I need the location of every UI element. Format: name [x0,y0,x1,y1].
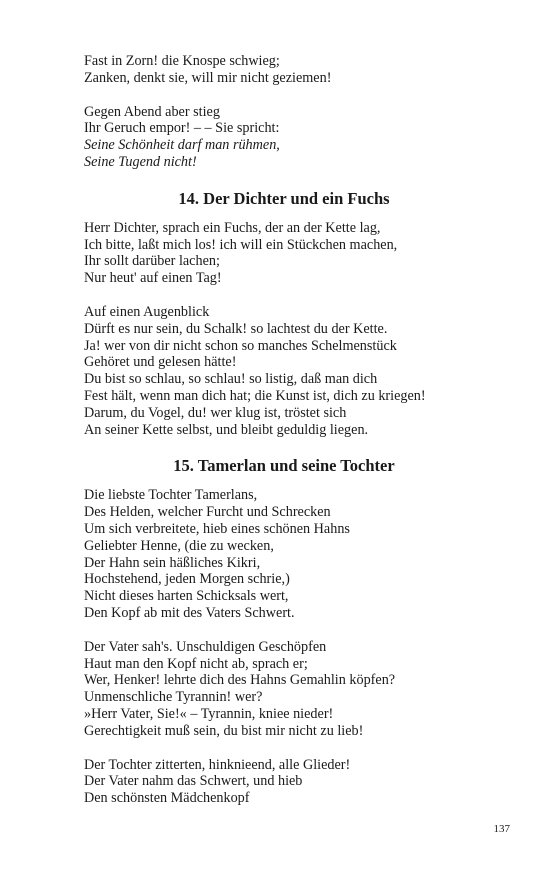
poem-15-stanza-3 [84,757,484,807]
verse-line: Wer, Henker! lehrte dich des Hahns Gemahlin köpfen? [84,672,396,689]
stanza-gap [84,740,484,757]
verse-line: Der Vater nahm das Schwert, und hieb [84,773,303,790]
verse-line: Nur heut' auf einen Tag! [84,270,222,287]
poem-14-title: 14. Der Dichter und ein Fuchs [178,188,390,208]
stanza-gap [84,622,484,639]
page-number: 137 [493,823,510,835]
verse-line: Gehöret und gelesen hätte! [84,354,237,371]
verse-line: Ich bitte, laßt mich los! ich will ein Stückchen machen, [84,236,398,253]
stanza-gap [84,287,484,304]
verse-line: Gerechtigkeit muß sein, du bist mir nicht zu lieb! [84,722,364,739]
verse-line: Die liebste Tochter Tamerlans, [84,487,258,504]
verse-line: Ihr sollt darüber lachen; [84,253,220,270]
verse-line: Fast in Zorn! die Knospe schwieg; [84,53,280,69]
section-gap [84,171,484,189]
poem-14-stanza-1 [84,220,484,287]
poem-15-stanza-1 [84,487,484,621]
verse-line: Herr Dichter, sprach ein Fuchs, der an der Kette lag, [84,219,381,236]
verse-line: Hochstehend, jeden Morgen schrie,) [84,571,290,588]
verse-line: Den schönsten Mädchenkopf [84,790,250,807]
stanza-gap [84,87,484,104]
verse-line: An seiner Kette selbst, und bleibt geduldig liegen. [84,421,369,438]
verse-line: Dürft es nur sein, du Schalk! so lachtest du der Kette. [84,320,388,337]
verse-line-italic: Seine Tugend nicht! [84,153,197,170]
page-body [84,53,484,807]
intro-stanza-2 [84,104,484,171]
verse-line: Nicht dieses harten Schicksals wert, [84,588,289,605]
verse-line: Unmenschliche Tyrannin! wer? [84,689,263,706]
verse-line: Des Helden, welcher Furcht und Schrecken [84,504,331,521]
poem-15-stanza-2 [84,639,484,740]
poem-15-title: 15. Tamerlan und seine Tochter [173,456,395,476]
verse-line: Ihr Geruch empor! – – Sie spricht: [84,120,280,137]
verse-line: Den Kopf ab mit des Vaters Schwert. [84,604,295,621]
verse-line: »Herr Vater, Sie!« – Tyrannin, kniee nieder! [84,705,334,722]
verse-line: Zanken, denkt sie, will mir nicht geziemen! [84,69,332,86]
section-gap [84,438,484,456]
verse-line: Auf einen Augenblick [84,303,210,320]
verse-line: Haut man den Kopf nicht ab, sprach er; [84,655,308,672]
verse-line: Fest hält, wenn man dich hat; die Kunst ist, dich zu kriegen! [84,387,426,404]
heading-gap [84,209,484,220]
verse-line: Ja! wer von dir nicht schon so manches Schelmenstück [84,337,397,354]
intro-stanza-1 [84,53,484,87]
verse-line: Darum, du Vogel, du! wer klug ist, tröstet sich [84,404,347,421]
verse-line-italic: Seine Schönheit darf man rühmen, [84,137,280,154]
poem-14-stanza-2 [84,304,484,438]
verse-line: Der Tochter zitterten, hinknieend, alle Glieder! [84,756,351,773]
heading-gap [84,476,484,487]
verse-line: Geliebter Henne, (die zu wecken, [84,537,274,554]
verse-line: Der Hahn sein häßliches Kikri, [84,554,261,571]
verse-line: Du bist so schlau, so schlau! so listig, daß man dich [84,371,378,388]
verse-line: Gegen Abend aber stieg [84,103,220,120]
verse-line: Um sich verbreitete, hieb eines schönen Hahns [84,520,350,537]
verse-line: Der Vater sah's. Unschuldigen Geschöpfen [84,638,327,655]
